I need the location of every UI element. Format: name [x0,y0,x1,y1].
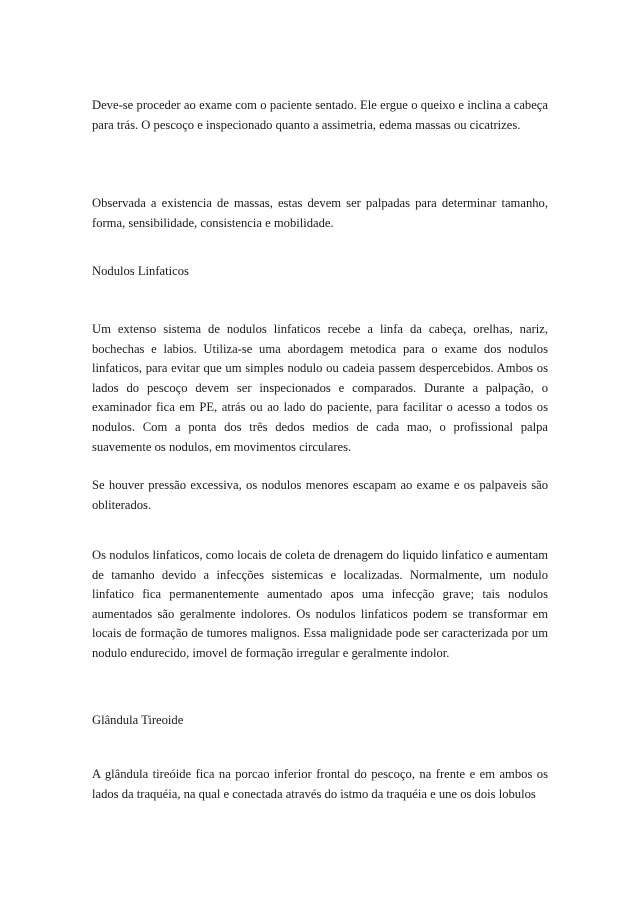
paragraph-lymph-enlargement: Os nodulos linfaticos, como locais de coleta de drenagem do liquido linfatico e aumentam de tamanho devido a infecções sistemicas e localizadas. Normalmente, um nodulo linfatico fica permanentemente aumentado apos uma infecção grave; tais nodulos aumentados são geralmente indolores. Os nodulos linfaticos podem se transformar em locais de formação de tumores malignos. Essa malignidade pode ser caracterizada por um nodulo endurecido, imovel de formação irregular e geralmente indolor. [92,548,548,660]
paragraph-exam-position: Deve-se proceder ao exame com o paciente sentado. Ele ergue o queixo e inclina a cabeça para trás. O pescoço e inspecionado quanto a assimetria, edema massas ou cicatrizes. [92,98,548,132]
heading-thyroid-gland: Glândula Tireoide [92,713,184,727]
paragraph-thyroid-location: A glândula tireóide fica na porcao inferior frontal do pescoço, na frente e em ambos os lados da traquéia, na qual e conectada através do istmo da traquéia e une os dois lobulos [92,767,548,801]
paragraph-excessive-pressure: Se houver pressão excessiva, os nodulos menores escapam ao exame e os palpaveis são obliterados. [92,478,548,512]
heading-lymph-nodes: Nodulos Linfaticos [92,264,189,278]
paragraph-mass-palpation: Observada a existencia de massas, estas devem ser palpadas para determinar tamanho, forma, sensibilidade, consistencia e mobilidade. [92,196,548,230]
paragraph-lymph-system: Um extenso sistema de nodulos linfaticos recebe a linfa da cabeça, orelhas, nariz, bochechas e labios. Utiliza-se uma abordagem metodica para o exame dos nodulos linfaticos, para evitar que um simples nodulo ou cadeia passem despercebidos. Ambos os lados do pescoço devem ser inspecionados e comparados. Durante a palpação, o examinador fica em PE, atrás ou ao lado do paciente, para facilitar o acesso a todos os nodulos. Com a ponta dos três dedos medios de cada mao, o profissional palpa suavemente os nodulos, em movimentos circulares. [92,322,548,454]
